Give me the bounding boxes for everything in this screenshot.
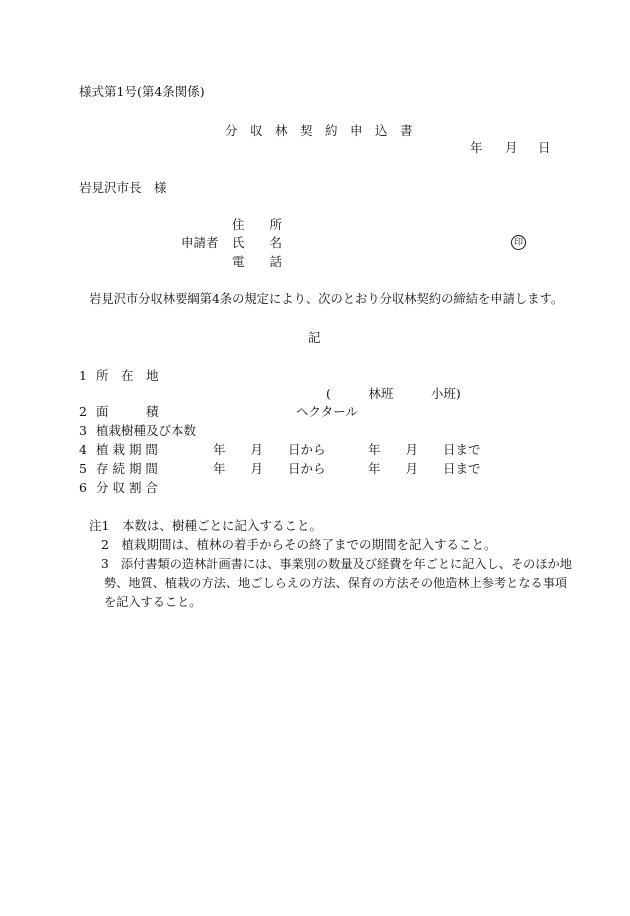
item-share-number: 6 — [79, 480, 87, 495]
applicant-name-label: 氏 名 — [232, 235, 283, 250]
item-duration-number: 5 — [79, 461, 87, 476]
item-duration-to: 年 月 日まで — [368, 461, 481, 476]
seal-mark: 印 — [511, 235, 526, 250]
applicant-address-label: 住 所 — [232, 217, 283, 232]
item-area-label: 面 積 — [96, 404, 159, 419]
item-species-label: 植栽樹種及び本数 — [96, 423, 197, 438]
date-month: 月 — [505, 140, 518, 155]
item-location-label: 所 在 地 — [96, 368, 159, 383]
form-label: 様式第1号(第4条関係) — [79, 84, 205, 99]
item-planting-to: 年 月 日まで — [368, 442, 481, 457]
intro-paragraph: 岩見沢市分収林要綱第4条の規定により、次のとおり分収林契約の締結を申請します。 — [89, 292, 564, 306]
note-3-line-2: 勢、地質、植栽の方法、地ごしらえの方法、保育の方法その他造林上参考となる事項 — [104, 576, 568, 590]
ki-heading: 記 — [308, 330, 321, 345]
applicant-phone-label: 電 話 — [232, 254, 283, 269]
item-species-number: 3 — [79, 423, 87, 438]
addressee: 岩見沢市長 様 — [79, 180, 167, 195]
item-area-number: 2 — [79, 404, 87, 419]
item-location-number: 1 — [79, 368, 87, 383]
item-share-label: 分 収 割 合 — [96, 480, 158, 495]
item-duration-label: 存 続 期 間 — [96, 461, 158, 476]
note-1: 注1 本数は、樹種ごとに記入すること。 — [89, 518, 322, 533]
note-3-line-1: 3 添付書類の造林計画書には、事業別の数量及び経費を年ごとに記入し、そのほか地 — [101, 557, 572, 571]
item-duration-from: 年 月 日から — [213, 461, 326, 476]
date-year: 年 — [470, 140, 483, 155]
item-location-sub: ( 林班 小班) — [326, 386, 461, 401]
item-planting-label: 植 栽 期 間 — [96, 442, 158, 457]
item-area-unit: ヘクタール — [296, 404, 359, 419]
document-title: 分 収 林 契 約 申 込 書 — [225, 123, 413, 138]
applicant-heading: 申請者 — [181, 235, 219, 250]
item-planting-number: 4 — [79, 442, 87, 457]
item-planting-from: 年 月 日から — [213, 442, 326, 457]
note-3-line-3: を記入すること。 — [104, 595, 202, 609]
date-day: 日 — [538, 140, 551, 155]
note-2: 2 植栽期間は、植林の着手からその終了までの期間を記入すること。 — [101, 537, 497, 552]
